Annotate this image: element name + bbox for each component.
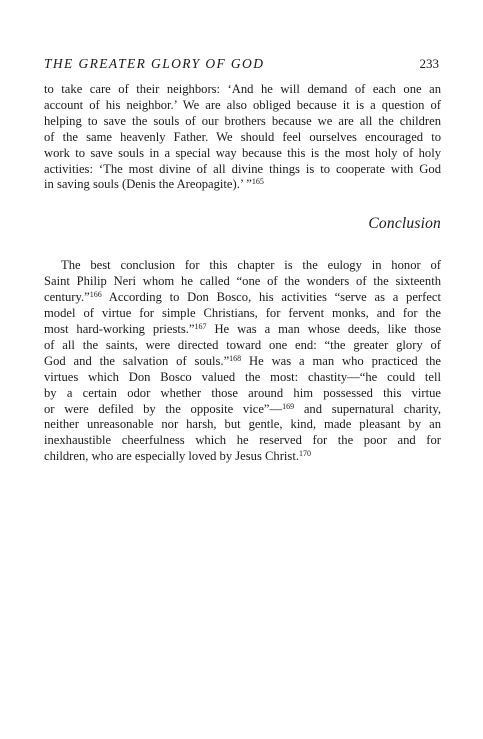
text-line: of all the saints, were directed toward one end: “the greater glory of xyxy=(44,337,441,352)
line-text: He was a man who practiced the xyxy=(241,353,441,368)
footnote-marker: 169 xyxy=(282,401,295,411)
line-text: According to Don Bosco, his activities “serve as a perfect xyxy=(101,290,441,305)
section-heading: Conclusion xyxy=(368,215,441,233)
text-line: virtues which Don Bosco valued the most: chastity—“he could tell xyxy=(44,369,441,384)
footnote-marker: 165 xyxy=(251,177,264,187)
text-line: of the same heavenly Father. We should feel ourselves encouraged to xyxy=(44,129,441,144)
line-text: most hard-working priests.” xyxy=(44,321,195,336)
line-text: children, who are especially loved by Jesus Christ. xyxy=(44,449,299,464)
text-line xyxy=(44,449,441,465)
text-line: to take care of their neighbors: ‘And he will demand of each one an xyxy=(44,82,441,96)
text-line: work to save souls in a special way because this is the most holy of holy xyxy=(44,145,441,160)
text-line: neither unreasonable nor harsh, but gentle, kind, made pleasant by an xyxy=(44,417,441,432)
running-title: THE GREATER GLORY OF GOD xyxy=(44,56,265,71)
text-line: account of his neighbor.’ We are also obliged because it is a question of xyxy=(44,97,441,112)
text-line xyxy=(44,322,441,338)
text-line: Saint Philip Neri whom he called “one of the wonders of the sixteenth xyxy=(44,274,441,289)
text-line: by a certain odor whether those around him possessed this virtue xyxy=(44,385,441,400)
text-line xyxy=(44,290,441,306)
text-line xyxy=(44,354,441,370)
page-number: 233 xyxy=(419,56,439,71)
line-text: in saving souls (Denis the Areopagite).’ ” xyxy=(44,177,252,192)
text-line: model of virtue for simple Christians, for fervent monks, and for the xyxy=(44,306,441,321)
running-head xyxy=(44,56,441,82)
text-line: inexhaustible cheerfulness which he reserved for the poor and for xyxy=(44,433,441,448)
book-page xyxy=(44,56,441,465)
text-line xyxy=(44,177,441,193)
line-text: century.” xyxy=(44,290,90,305)
footnote-marker: 166 xyxy=(89,290,102,300)
text-line: activities: ‘The most divine of all divine things is to cooperate with God xyxy=(44,161,441,176)
text-line: The best conclusion for this chapter is the eulogy in honor of xyxy=(61,258,441,273)
footnote-marker: 167 xyxy=(194,321,207,331)
conclusion-paragraph xyxy=(44,258,441,465)
line-text: or were defiled by the opposite vice”— xyxy=(44,401,283,416)
footnote-marker: 168 xyxy=(229,353,242,363)
line-text: and supernatural charity, xyxy=(294,401,441,416)
line-text: He was a man whose deeds, like those xyxy=(206,321,441,336)
text-line xyxy=(44,402,441,418)
intro-paragraph xyxy=(44,82,441,193)
footnote-marker: 170 xyxy=(298,449,311,459)
line-text: God and the salvation of souls.” xyxy=(44,353,230,368)
text-line: helping to save the souls of our brothers because we are all the children xyxy=(44,113,441,128)
